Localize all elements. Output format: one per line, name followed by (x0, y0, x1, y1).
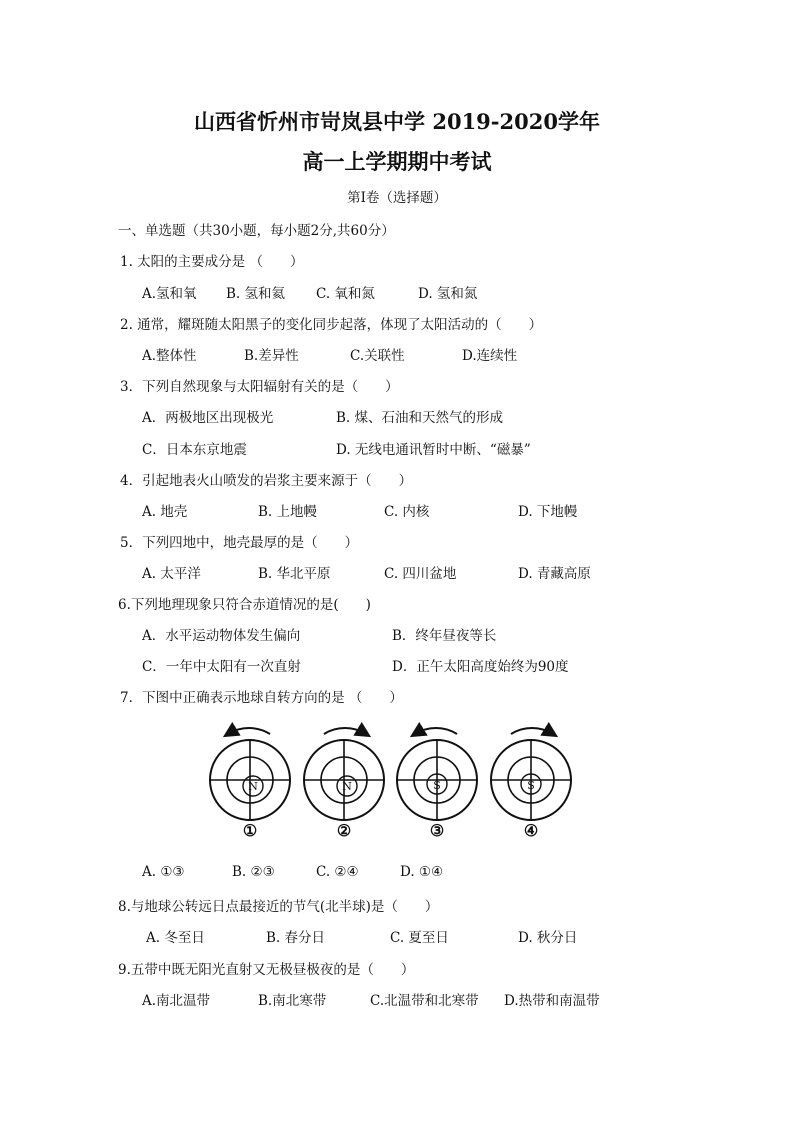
question-3-option-c: C．日本东京地震 (142, 442, 247, 458)
question-7-option-a: A. ①③ (142, 864, 185, 880)
earth-rotation-figure (200, 722, 590, 842)
globe-1-number: ① (242, 821, 258, 838)
question-4-option-b: B. 上地幔 (258, 504, 318, 520)
globe-2-pole-label: N (342, 780, 352, 793)
question-8-option-c: C. 夏至日 (390, 930, 449, 946)
question-1-option-a: A.氢和氧 (142, 286, 197, 302)
globe-4-number: ④ (523, 821, 539, 838)
question-5-option-b: B. 华北平原 (258, 566, 331, 582)
question-2-option-c: C.关联性 (350, 348, 405, 364)
question-7-option-c: C. ②④ (316, 864, 359, 880)
question-6-option-c: C．一年中太阳有一次直射 (142, 659, 301, 675)
question-3-option-a: A．两极地区出现极光 (142, 410, 274, 426)
question-6-option-b: B．终年昼夜等长 (392, 628, 497, 644)
question-7-option-d: D. ①④ (400, 864, 444, 880)
question-8-option-a: A. 冬至日 (146, 930, 205, 946)
question-4-stem: 4．引起地表火山喷发的岩浆主要来源于（ ） (120, 473, 413, 489)
question-4-option-d: D. 下地幔 (518, 504, 578, 520)
question-1-stem: 1. 太阳的主要成分是 （ ） (120, 254, 304, 270)
globe-2-number: ② (336, 821, 352, 838)
globe-3-pole-label: S (433, 779, 441, 792)
question-8-option-d: D. 秋分日 (518, 930, 578, 946)
question-5-option-c: C. 四川盆地 (384, 566, 457, 582)
question-9-option-b: B.南北寒带 (258, 993, 327, 1009)
question-5-option-a: A. 太平洋 (142, 566, 201, 582)
question-9-option-d: D.热带和南温带 (504, 993, 600, 1009)
question-9-option-a: A.南北温带 (142, 993, 211, 1009)
question-5-option-d: D. 青藏高原 (518, 566, 591, 582)
question-1-option-b: B. 氢和氦 (226, 286, 286, 302)
question-8-option-b: B. 春分日 (266, 930, 326, 946)
question-9-option-c: C.北温带和北寒带 (370, 993, 479, 1009)
question-9-stem: 9.五带中既无阳光直射又无极昼极夜的是（ ） (118, 962, 415, 978)
earth-rotation-diagrams (200, 722, 590, 838)
globe-4-pole-label: S (527, 779, 535, 792)
question-5-stem: 5．下列四地中，地壳最厚的是（ ） (120, 535, 359, 551)
question-2-option-a: A.整体性 (142, 348, 197, 364)
question-1-option-c: C. 氧和氮 (316, 286, 375, 302)
globe-1 (210, 728, 290, 820)
question-7-option-b: B. ②③ (232, 864, 275, 880)
question-6-stem: 6.下列地理现象只符合赤道情况的是( ) (118, 597, 371, 613)
question-4-option-a: A. 地壳 (142, 504, 188, 520)
volume-label: 第Ⅰ卷（选择题） (347, 190, 447, 206)
exam-title-line1: 山西省忻州市岢岚县中学 2019-2020学年 (194, 109, 600, 134)
question-6-option-a: A．水平运动物体发生偏向 (142, 628, 301, 644)
exam-title-line2: 高一上学期期中考试 (302, 149, 492, 174)
globe-4 (491, 728, 571, 820)
globe-2 (304, 728, 384, 820)
question-3-option-b: B. 煤、石油和天然气的形成 (336, 410, 504, 426)
globe-3-number: ③ (429, 821, 445, 838)
section-heading: 一、单选题（共30小题，每小题2分,共60分） (118, 223, 395, 239)
question-4-option-c: C. 内核 (384, 504, 430, 520)
question-3-stem: 3．下列自然现象与太阳辐射有关的是（ ） (120, 379, 399, 395)
question-2-option-b: B.差异性 (244, 348, 299, 364)
question-6-option-d: D．正午太阳高度始终为90度 (392, 659, 569, 675)
question-7-stem: 7．下图中正确表示地球自转方向的是 （ ） (120, 690, 403, 706)
question-8-stem: 8.与地球公转远日点最接近的节气(北半球)是（ ） (118, 899, 439, 915)
question-2-stem: 2. 通常，耀斑随太阳黑子的变化同步起落，体现了太阳活动的（ ） (120, 317, 543, 333)
question-2-option-d: D.连续性 (462, 348, 518, 364)
globe-3 (397, 728, 477, 820)
question-1-option-d: D. 氢和氮 (418, 286, 478, 302)
globe-1-pole-label: N (248, 780, 258, 793)
question-3-option-d: D. 无线电通讯暂时中断、“磁暴” (336, 442, 531, 458)
